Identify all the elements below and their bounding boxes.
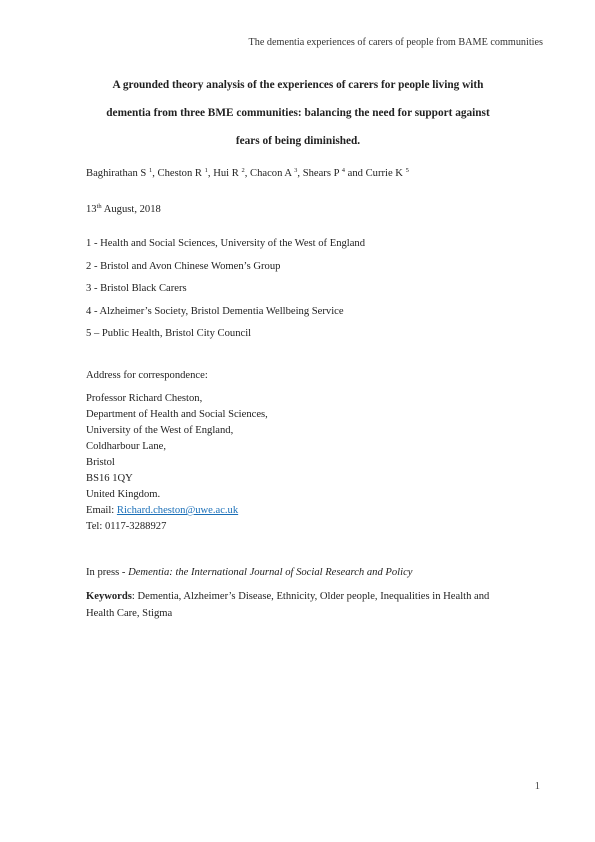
author-affiliation-mark: 3: [294, 167, 298, 174]
author-affiliation-mark: 1: [204, 167, 208, 174]
keywords-label: Keywords: [86, 591, 132, 602]
author-name: Shears P: [302, 168, 340, 179]
title-line: dementia from three BME communities: balancing the need for support against: [106, 107, 490, 119]
correspondence-address: [86, 392, 268, 536]
in-press-note: [86, 567, 412, 578]
keywords-text: : Dementia, Alzheimer’s Disease, Ethnicity, Older people, Inequalities in Health and Health Care, Stigma: [86, 591, 490, 619]
publication-date: [86, 204, 161, 215]
author-affiliation-mark: 2: [241, 167, 245, 174]
correspondence-heading: Address for correspondence:: [86, 370, 208, 381]
address-line: University of the West of England,: [86, 425, 234, 436]
author-separator: ,: [207, 168, 214, 179]
title-line: A grounded theory analysis of the experiences of carers for people living with: [112, 79, 484, 91]
affiliation-list: [86, 237, 365, 350]
affiliation-item: 2 - Bristol and Avon Chinese Women’s Group: [86, 260, 281, 272]
running-header: The dementia experiences of carers of people from BAME communities: [248, 37, 543, 48]
author-name: Hui R: [213, 168, 239, 179]
author-affiliation-mark: 1: [148, 167, 153, 174]
address-line: Bristol: [86, 457, 115, 468]
author-list: [86, 168, 409, 179]
author-name: Baghirathan S: [86, 168, 147, 179]
address-line: United Kingdom.: [86, 489, 161, 500]
address-line: Coldharbour Lane,: [86, 441, 167, 452]
author-separator: and: [345, 168, 366, 179]
affiliation-item: 5 – Public Health, Bristol City Council: [86, 328, 252, 339]
email-label: Email:: [86, 505, 117, 516]
telephone-line: Tel: 0117-3288927: [86, 521, 167, 532]
affiliation-item: 3 - Bristol Black Carers: [86, 283, 187, 294]
email-line: [86, 504, 268, 520]
address-line: Professor Richard Cheston,: [86, 393, 203, 404]
keywords: [86, 588, 514, 622]
page-number: 1: [534, 781, 540, 792]
author-separator: ,: [297, 168, 303, 179]
address-line: Department of Health and Social Sciences,: [86, 409, 268, 420]
paper-title: [84, 71, 512, 155]
author-affiliation-mark: 5: [405, 167, 409, 174]
affiliation-item: 1 - Health and Social Sciences, University of the West of England: [86, 238, 366, 249]
affiliation-item: 4 - Alzheimer’s Society, Bristol Dementia Wellbeing Service: [86, 305, 344, 317]
author-name: Currie K: [365, 168, 403, 179]
date-rest: August, 2018: [101, 204, 161, 215]
author-name: Cheston R: [157, 168, 202, 179]
author-separator: ,: [152, 168, 158, 179]
author-name: Chacon A: [250, 168, 292, 179]
date-ordinal: th: [96, 203, 102, 210]
journal-name: Dementia: the International Journal of Social Research and Policy: [128, 567, 413, 578]
in-press-prefix: In press -: [86, 567, 129, 578]
author-affiliation-mark: 4: [341, 167, 345, 174]
author-separator: ,: [244, 168, 250, 179]
address-line: BS16 1QY: [86, 473, 133, 484]
title-line: fears of being diminished.: [235, 135, 361, 147]
email-link[interactable]: Richard.cheston@uwe.ac.uk: [116, 505, 239, 516]
date-day: 13: [86, 204, 97, 215]
